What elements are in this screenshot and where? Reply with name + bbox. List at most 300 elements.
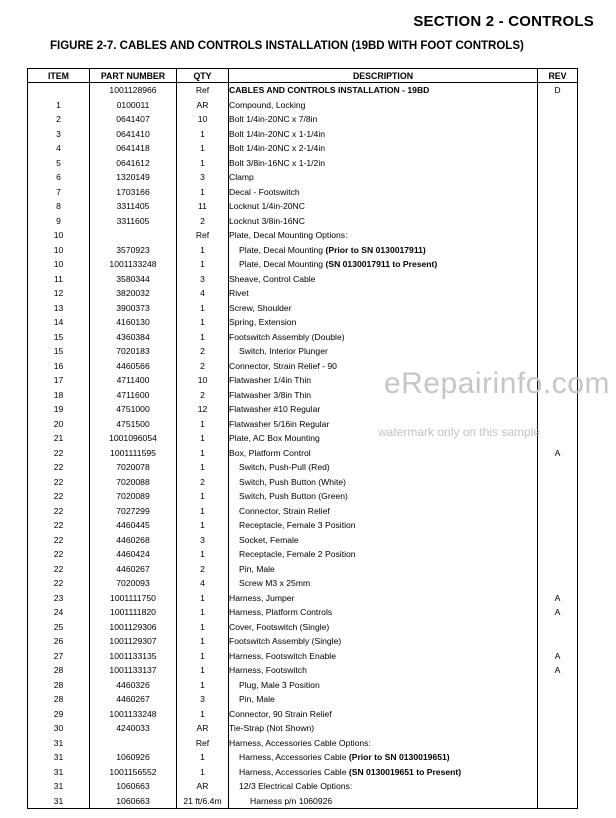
cell-rev [538,185,578,200]
description-text: Locknut 1/4in-20NC [229,201,305,211]
description-text: Harness, Footswitch [229,665,307,675]
table-row [28,83,578,98]
description-text: Plate, Decal Mounting Options: [229,230,348,240]
description-text: Bolt 3/8in-16NC x 1-1/2in [229,157,326,168]
header-rev: REV [538,69,578,83]
cell-item: 17 [28,373,90,388]
header-item: ITEM [28,69,90,83]
cell-item: 31 [28,736,90,751]
table-row [28,707,578,722]
cell-description [229,344,538,359]
description-text: Bolt 1/4in-20NC x 1-1/4in [229,128,326,139]
cell-item: 22 [28,533,90,548]
cell-part-number: 3580344 [90,272,177,287]
table-row [28,504,578,519]
description-text: Switch, Push-Pull (Red) [239,462,330,472]
description-text: Box, Platform Control [229,447,311,458]
cell-part-number: 4160130 [90,315,177,330]
cell-rev [538,286,578,301]
cell-qty: 1 [177,446,229,461]
description-text: Plug, Male 3 Position [239,679,320,690]
cell-description [229,721,538,736]
cell-rev [538,170,578,185]
cell-description [229,286,538,301]
cell-qty: 2 [177,359,229,374]
cell-qty: 1 [177,257,229,272]
cell-part-number: 7020093 [90,576,177,591]
description-text: Connector, Strain Relief - 90 [229,360,337,371]
description-text: Flatwasher #10 Regular [229,404,321,414]
cell-qty: 1 [177,489,229,504]
cell-item: 20 [28,417,90,432]
cell-qty: 1 [177,315,229,330]
cell-qty: 1 [177,765,229,780]
cell-qty: 11 [177,199,229,214]
watermark-logo: eRepairinfo.com [384,367,610,400]
cell-part-number [90,228,177,243]
cell-description [229,547,538,562]
watermark-note: watermark only on this sample [378,425,541,439]
table-row [28,228,578,243]
cell-description [229,794,538,809]
table-row [28,315,578,330]
cell-qty: 1 [177,417,229,432]
header-part-number: PART NUMBER [90,69,177,83]
cell-qty: 3 [177,170,229,185]
description-text: Plate, Decal Mounting [239,259,326,269]
cell-part-number: 1001128966 [90,83,177,98]
cell-description [229,678,538,693]
description-text: Harness, Jumper [229,592,295,603]
cell-description [229,591,538,606]
cell-item: 19 [28,402,90,417]
figure-title: FIGURE 2-7. CABLES AND CONTROLS INSTALLATION (19BD WITH FOOT CONTROLS) [50,40,524,52]
cell-description [229,634,538,649]
table-row [28,475,578,490]
cell-rev: A [538,663,578,678]
cell-item: 22 [28,475,90,490]
table-row [28,98,578,113]
cell-part-number: 1001111820 [90,605,177,620]
cell-rev [538,417,578,432]
table-row [28,663,578,678]
cell-part-number: 4460424 [90,547,177,562]
cell-description [229,112,538,127]
table-row [28,692,578,707]
cell-part-number: 0641612 [90,156,177,171]
parts-table-header [28,69,578,83]
cell-part-number: 7020183 [90,344,177,359]
table-row [28,547,578,562]
cell-description [229,127,538,142]
cell-rev [538,228,578,243]
description-text: Compound, Locking [229,99,306,110]
cell-part-number: 7020088 [90,475,177,490]
cell-item: 25 [28,620,90,635]
cell-qty: 2 [177,475,229,490]
cell-rev [538,156,578,171]
cell-description [229,156,538,171]
description-text: Footswitch Assembly (Double) [229,331,345,342]
cell-rev [538,518,578,533]
description-text: Flatwasher 3/8in Thin [229,389,312,400]
cell-qty: 1 [177,460,229,475]
cell-qty: AR [177,779,229,794]
cell-rev [538,257,578,272]
cell-part-number: 4240033 [90,721,177,736]
cell-item: 9 [28,214,90,229]
description-text: CABLES AND CONTROLS INSTALLATION - 19BD [229,85,430,95]
table-row [28,518,578,533]
cell-qty: 1 [177,649,229,664]
cell-qty: 1 [177,620,229,635]
table-row [28,562,578,577]
cell-item: 22 [28,504,90,519]
cell-rev [538,678,578,693]
cell-qty: 2 [177,344,229,359]
cell-qty: AR [177,721,229,736]
cell-part-number: 4360384 [90,330,177,345]
cell-qty: 10 [177,373,229,388]
cell-rev [538,736,578,751]
table-row [28,112,578,127]
table-row [28,634,578,649]
cell-rev [538,576,578,591]
cell-item: 12 [28,286,90,301]
cell-description [229,620,538,635]
description-text: Pin, Male [239,694,275,704]
cell-item: 22 [28,518,90,533]
cell-part-number: 4711600 [90,388,177,403]
table-row [28,199,578,214]
cell-description [229,504,538,519]
cell-item: 28 [28,678,90,693]
cell-part-number: 0100011 [90,98,177,113]
description-text: Switch, Push Button (White) [239,476,346,487]
cell-rev [538,460,578,475]
cell-rev [538,402,578,417]
table-row [28,286,578,301]
cell-description [229,228,538,243]
table-row [28,649,578,664]
cell-item: 14 [28,315,90,330]
cell-rev [538,301,578,316]
cell-part-number: 4460268 [90,533,177,548]
cell-description [229,98,538,113]
description-text: Harness, Accessories Cable [239,766,349,777]
cell-item: 10 [28,257,90,272]
cell-part-number: 1001129306 [90,620,177,635]
cell-description [229,489,538,504]
cell-part-number: 4460566 [90,359,177,374]
description-text: Flatwasher 1/4in Thin [229,375,312,385]
cell-description [229,576,538,591]
cell-part-number: 3311605 [90,214,177,229]
description-text: Cover, Footswitch (Single) [229,621,330,632]
cell-description [229,663,538,678]
table-row [28,591,578,606]
cell-qty: 1 [177,707,229,722]
cell-rev: A [538,649,578,664]
cell-qty: 2 [177,214,229,229]
header-description: DESCRIPTION [229,69,538,83]
cell-rev [538,330,578,345]
cell-description [229,199,538,214]
cell-qty: 1 [177,591,229,606]
cell-item: 31 [28,750,90,765]
cell-qty: 1 [177,141,229,156]
table-row [28,533,578,548]
cell-part-number: 1320149 [90,170,177,185]
cell-rev [538,504,578,519]
cell-rev [538,475,578,490]
table-row [28,576,578,591]
cell-rev [538,779,578,794]
cell-rev [538,127,578,142]
cell-part-number: 7020089 [90,489,177,504]
description-text: Connector, 90 Strain Relief [229,708,332,719]
description-text: 12/3 Electrical Cable Options: [239,781,353,791]
cell-qty: 1 [177,518,229,533]
table-row [28,127,578,142]
cell-item: 28 [28,663,90,678]
cell-rev [538,547,578,562]
table-row [28,736,578,751]
cell-description [229,779,538,794]
description-text: Receptacle, Female 3 Position [239,520,356,530]
table-row [28,301,578,316]
cell-item: 15 [28,330,90,345]
cell-rev [538,272,578,287]
cell-item: 2 [28,112,90,127]
table-row [28,489,578,504]
cell-part-number: 3570923 [90,243,177,258]
cell-description [229,141,538,156]
cell-description [229,315,538,330]
cell-part-number: 1001133135 [90,649,177,664]
cell-rev [538,620,578,635]
description-text: Flatwasher 5/16in Regular [229,418,330,429]
description-text: Screw M3 x 25mm [239,578,311,588]
cell-description [229,170,538,185]
cell-rev [538,112,578,127]
description-note: (SN 0130019651 to Present) [348,766,462,777]
cell-item: 29 [28,707,90,722]
cell-part-number: 1060663 [90,794,177,809]
cell-part-number: 3820032 [90,286,177,301]
cell-rev: D [538,83,578,98]
cell-rev [538,199,578,214]
cell-description [229,562,538,577]
cell-part-number: 4460267 [90,562,177,577]
cell-qty: Ref [177,736,229,751]
cell-description [229,765,538,780]
description-text: Sheave, Control Cable [229,273,316,284]
table-row [28,460,578,475]
cell-description [229,605,538,620]
cell-part-number: 1001111750 [90,591,177,606]
cell-qty: 1 [177,243,229,258]
cell-part-number: 3311405 [90,199,177,214]
table-row [28,794,578,809]
cell-item: 16 [28,359,90,374]
cell-qty: 3 [177,533,229,548]
description-text: Harness p/n 1060926 [250,795,333,806]
cell-rev [538,533,578,548]
table-row [28,779,578,794]
cell-qty: 1 [177,185,229,200]
cell-part-number: 0641410 [90,127,177,142]
cell-qty: 12 [177,402,229,417]
description-note: (SN 0130017911 to Present) [325,259,438,269]
cell-part-number: 1703166 [90,185,177,200]
cell-qty: 1 [177,127,229,142]
cell-item: 27 [28,649,90,664]
table-row [28,678,578,693]
cell-item: 15 [28,344,90,359]
cell-rev [538,489,578,504]
cell-qty: 1 [177,330,229,345]
cell-rev [538,243,578,258]
cell-part-number: 4751500 [90,417,177,432]
cell-description [229,750,538,765]
header-row [28,69,578,83]
cell-item: 22 [28,446,90,461]
cell-qty: 1 [177,431,229,446]
cell-rev [538,315,578,330]
cell-item: 21 [28,431,90,446]
table-row [28,721,578,736]
cell-description [229,736,538,751]
table-row [28,605,578,620]
cell-part-number: 3900373 [90,301,177,316]
table-row [28,156,578,171]
description-text: Harness, Accessories Cable [239,752,349,762]
cell-qty: 1 [177,156,229,171]
cell-part-number: 1001156552 [90,765,177,780]
cell-description [229,475,538,490]
cell-item: 6 [28,170,90,185]
cell-qty: Ref [177,83,229,98]
cell-item: 10 [28,228,90,243]
table-row [28,185,578,200]
description-text: Harness, Footswitch Enable [229,650,336,661]
cell-part-number: 1001133248 [90,257,177,272]
cell-rev [538,141,578,156]
description-text: Plate, AC Box Mounting [229,433,320,443]
description-note: (Prior to SN 0130017911) [325,244,426,255]
cell-item: 3 [28,127,90,142]
cell-rev [538,765,578,780]
header-qty: QTY [177,69,229,83]
cell-part-number: 1001111595 [90,446,177,461]
table-row [28,272,578,287]
cell-qty: AR [177,98,229,113]
description-text: Switch, Interior Plunger [239,346,328,356]
cell-item: 4 [28,141,90,156]
cell-description [229,402,538,417]
cell-item: 26 [28,634,90,649]
cell-qty: 1 [177,504,229,519]
cell-description [229,330,538,345]
description-text: Connector, Strain Relief [239,505,330,516]
description-text: Screw, Shoulder [229,302,292,313]
cell-part-number: 4460267 [90,692,177,707]
cell-qty: 1 [177,605,229,620]
cell-part-number: 1001133248 [90,707,177,722]
cell-qty: 3 [177,272,229,287]
cell-description [229,243,538,258]
cell-part-number: 7020078 [90,460,177,475]
cell-item: 8 [28,199,90,214]
cell-part-number [90,736,177,751]
cell-rev [538,750,578,765]
cell-description [229,460,538,475]
cell-qty: 1 [177,547,229,562]
cell-qty: 1 [177,750,229,765]
cell-item: 7 [28,185,90,200]
cell-item: 22 [28,489,90,504]
description-text: Tie-Strap (Not Shown) [229,723,315,733]
cell-item: 18 [28,388,90,403]
description-note: (Prior to SN 0130019651) [348,752,450,762]
cell-item: 31 [28,779,90,794]
cell-rev: A [538,591,578,606]
cell-qty: Ref [177,228,229,243]
cell-item: 24 [28,605,90,620]
cell-item: 23 [28,591,90,606]
description-text: Footswitch Assembly (Single) [229,636,342,646]
cell-part-number: 1060926 [90,750,177,765]
cell-description [229,272,538,287]
cell-rev [538,562,578,577]
section-title: SECTION 2 - CONTROLS [413,13,594,30]
cell-rev [538,634,578,649]
table-row [28,170,578,185]
cell-rev [538,214,578,229]
cell-qty: 2 [177,388,229,403]
cell-description [229,301,538,316]
description-text: Plate, Decal Mounting [239,244,326,255]
description-text: Switch, Push Button (Green) [239,491,348,501]
cell-qty: 1 [177,678,229,693]
cell-qty: 2 [177,562,229,577]
cell-rev [538,344,578,359]
table-row [28,214,578,229]
cell-qty: 3 [177,692,229,707]
cell-item: 22 [28,562,90,577]
cell-rev [538,692,578,707]
cell-qty: 4 [177,286,229,301]
description-text: Rivet [229,288,249,298]
cell-description [229,185,538,200]
cell-item: 1 [28,98,90,113]
table-row [28,141,578,156]
cell-rev: A [538,446,578,461]
cell-part-number: 0641418 [90,141,177,156]
description-text: Spring, Extension [229,317,297,327]
cell-part-number: 7027299 [90,504,177,519]
cell-item: 31 [28,794,90,809]
cell-part-number: 4460445 [90,518,177,533]
cell-description [229,214,538,229]
cell-item: 22 [28,460,90,475]
cell-rev [538,98,578,113]
cell-rev: A [538,605,578,620]
cell-description [229,518,538,533]
cell-description [229,83,538,98]
cell-item: 31 [28,765,90,780]
